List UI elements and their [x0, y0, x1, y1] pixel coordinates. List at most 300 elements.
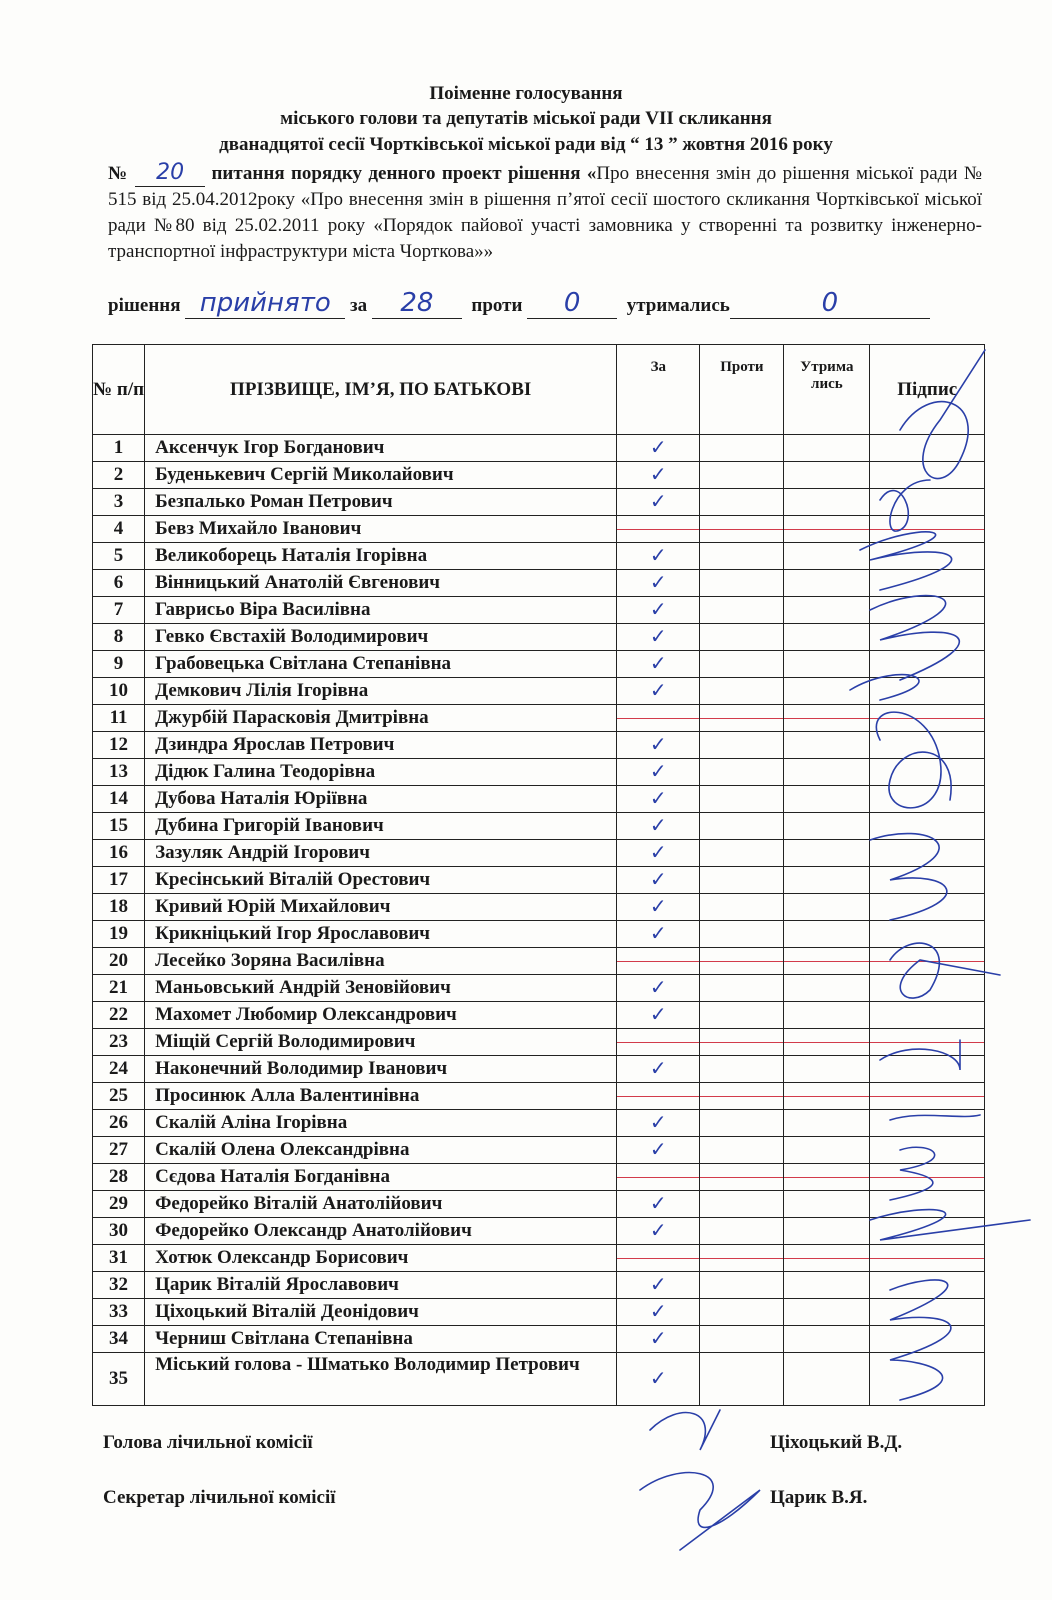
row-number: 17	[93, 867, 145, 894]
vote-against-cell	[700, 705, 784, 732]
table-row	[93, 1272, 985, 1299]
row-number: 21	[93, 975, 145, 1002]
absent-strike-line	[784, 1096, 869, 1097]
vote-for-cell	[617, 705, 700, 732]
vote-for-cell	[617, 1164, 700, 1191]
row-number: 19	[93, 921, 145, 948]
row-number: 12	[93, 732, 145, 759]
absent-strike-line	[617, 1096, 699, 1097]
row-number: 18	[93, 894, 145, 921]
row-number: 32	[93, 1272, 145, 1299]
checkmark-icon: ✓	[649, 839, 667, 864]
table-row	[93, 705, 985, 732]
vote-for-cell	[617, 543, 700, 570]
vote-for-cell	[617, 921, 700, 948]
row-name: Демкович Лілія Ігорівна	[145, 678, 617, 705]
table-row	[93, 840, 985, 867]
question-block	[108, 160, 982, 265]
checkmark-icon: ✓	[649, 1298, 667, 1323]
signature-cell	[870, 921, 985, 948]
secretary-name: Царик В.Я.	[770, 1487, 868, 1508]
vote-abstained-cell	[784, 975, 870, 1002]
vote-for-cell	[617, 1056, 700, 1083]
document-subtitle: міського голови та депутатів міської ради VII скликання	[280, 108, 772, 129]
checkmark-icon: ✓	[649, 1271, 667, 1296]
table-row	[93, 813, 985, 840]
header-for: За	[617, 345, 700, 435]
row-number: 23	[93, 1029, 145, 1056]
checkmark-icon: ✓	[649, 785, 667, 810]
table-row	[93, 462, 985, 489]
vote-for-cell	[617, 678, 700, 705]
document-title: Поіменне голосування	[429, 83, 623, 104]
absent-strike-line	[870, 529, 984, 530]
vote-abstained-cell	[784, 1083, 870, 1110]
row-name: Міщій Сергій Володимирович	[145, 1029, 617, 1056]
signature-cell	[870, 597, 985, 624]
row-name: Зазуляк Андрій Ігорович	[145, 840, 617, 867]
table-header-row	[93, 345, 985, 435]
checkmark-icon: ✓	[649, 974, 667, 999]
table-row	[93, 1137, 985, 1164]
signature-cell	[870, 975, 985, 1002]
vote-abstained-cell	[784, 1002, 870, 1029]
table-row	[93, 732, 985, 759]
checkmark-icon: ✓	[649, 434, 667, 459]
vote-abstained-cell	[784, 678, 870, 705]
signature-cell	[870, 651, 985, 678]
vote-for-cell	[617, 1299, 700, 1326]
row-number: 28	[93, 1164, 145, 1191]
absent-strike-line	[870, 961, 984, 962]
row-number: 15	[93, 813, 145, 840]
absent-strike-line	[870, 718, 984, 719]
table-row	[93, 597, 985, 624]
vote-for-cell	[617, 732, 700, 759]
vote-abstained-cell	[784, 651, 870, 678]
vote-against-cell	[700, 570, 784, 597]
signature-cell	[870, 489, 985, 516]
vote-for-cell	[617, 1110, 700, 1137]
signature-cell	[870, 624, 985, 651]
table-row	[93, 1191, 985, 1218]
absent-strike-line	[700, 961, 783, 962]
vote-for-cell	[617, 759, 700, 786]
absent-strike-line	[870, 1042, 984, 1043]
decision-line	[108, 288, 988, 319]
vote-abstained-cell	[784, 1029, 870, 1056]
signature-cell	[870, 705, 985, 732]
signature-cell	[870, 435, 985, 462]
vote-abstained-cell	[784, 489, 870, 516]
signature-cell	[870, 1110, 985, 1137]
row-name: Дубина Григорій Іванович	[145, 813, 617, 840]
absent-strike-line	[870, 1096, 984, 1097]
vote-against-cell	[700, 1299, 784, 1326]
row-name: Хотюк Олександр Борисович	[145, 1245, 617, 1272]
row-number: 16	[93, 840, 145, 867]
vote-for-cell	[617, 462, 700, 489]
row-name: Просинюк Алла Валентинівна	[145, 1083, 617, 1110]
absent-strike-line	[617, 1042, 699, 1043]
vote-abstained-cell	[784, 1191, 870, 1218]
row-name: Міський голова - Шматько Володимир Петрович	[145, 1353, 617, 1406]
row-number: 24	[93, 1056, 145, 1083]
question-label: питання порядку денного проект рішення «	[211, 163, 597, 184]
absent-strike-line	[784, 1177, 869, 1178]
table-row	[93, 624, 985, 651]
absent-strike-line	[700, 1177, 783, 1178]
vote-against-cell	[700, 435, 784, 462]
row-number: 30	[93, 1218, 145, 1245]
absent-strike-line	[700, 1258, 783, 1259]
vote-abstained-cell	[784, 948, 870, 975]
signature-cell	[870, 516, 985, 543]
vote-for-cell	[617, 948, 700, 975]
vote-abstained-cell	[784, 894, 870, 921]
vote-abstained-cell	[784, 543, 870, 570]
checkmark-icon: ✓	[649, 1109, 667, 1134]
row-number: 6	[93, 570, 145, 597]
vote-against-cell	[700, 894, 784, 921]
checkmark-icon: ✓	[649, 866, 667, 891]
absent-strike-line	[617, 718, 699, 719]
vote-abstained-cell	[784, 840, 870, 867]
checkmark-icon: ✓	[649, 1190, 667, 1215]
checkmark-icon: ✓	[649, 758, 667, 783]
checkmark-icon: ✓	[649, 893, 667, 918]
vote-against-cell	[700, 651, 784, 678]
vote-against-cell	[700, 1029, 784, 1056]
decision-result-handwritten: прийнято	[185, 288, 345, 319]
absent-strike-line	[870, 1177, 984, 1178]
row-name: Бевз Михайло Іванович	[145, 516, 617, 543]
vote-abstained-cell	[784, 435, 870, 462]
row-name: Безпалько Роман Петрович	[145, 489, 617, 516]
row-number: 26	[93, 1110, 145, 1137]
vote-abstained-cell	[784, 867, 870, 894]
absent-strike-line	[784, 718, 869, 719]
checkmark-icon: ✓	[649, 542, 667, 567]
vote-for-cell	[617, 867, 700, 894]
vote-against-cell	[700, 759, 784, 786]
vote-abstained-cell	[784, 1299, 870, 1326]
table-row	[93, 948, 985, 975]
row-number: 35	[93, 1353, 145, 1406]
row-number: 11	[93, 705, 145, 732]
vote-against-cell	[700, 732, 784, 759]
table-row	[93, 921, 985, 948]
against-label: проти	[471, 295, 523, 316]
signature-cell	[870, 786, 985, 813]
signature-cell	[870, 867, 985, 894]
table-row	[93, 1083, 985, 1110]
table-row	[93, 570, 985, 597]
checkmark-icon: ✓	[649, 623, 667, 648]
vote-abstained-cell	[784, 786, 870, 813]
row-number: 5	[93, 543, 145, 570]
vote-abstained-cell	[784, 1326, 870, 1353]
table-row	[93, 1245, 985, 1272]
row-name: Сєдова Наталія Богданівна	[145, 1164, 617, 1191]
row-number: 13	[93, 759, 145, 786]
signature-cell	[870, 1353, 985, 1406]
vote-abstained-cell	[784, 1110, 870, 1137]
vote-against-cell	[700, 624, 784, 651]
vote-abstained-cell	[784, 516, 870, 543]
row-name: Грабовецька Світлана Степанівна	[145, 651, 617, 678]
vote-against-cell	[700, 516, 784, 543]
signature-cell	[870, 1002, 985, 1029]
table-row	[93, 543, 985, 570]
vote-against-cell	[700, 921, 784, 948]
vote-against-cell	[700, 813, 784, 840]
vote-against-cell	[700, 1083, 784, 1110]
table-row	[93, 1326, 985, 1353]
row-number: 4	[93, 516, 145, 543]
signature-cell	[870, 813, 985, 840]
checkmark-icon: ✓	[649, 1217, 667, 1242]
signature-cell	[870, 948, 985, 975]
checkmark-icon: ✓	[649, 1325, 667, 1350]
row-name: Буденькевич Сергій Миколайович	[145, 462, 617, 489]
vote-abstained-cell	[784, 732, 870, 759]
table-row	[93, 1110, 985, 1137]
table-row	[93, 1029, 985, 1056]
absent-strike-line	[617, 529, 699, 530]
row-number: 33	[93, 1299, 145, 1326]
table-row	[93, 1002, 985, 1029]
header-against: Проти	[700, 345, 784, 435]
vote-against-cell	[700, 1272, 784, 1299]
absent-strike-line	[870, 1258, 984, 1259]
row-name: Скалій Аліна Ігорівна	[145, 1110, 617, 1137]
row-name: Маньовський Андрій Зеновійович	[145, 975, 617, 1002]
vote-abstained-cell	[784, 705, 870, 732]
row-name: Скалій Олена Олександрівна	[145, 1137, 617, 1164]
row-name: Лесейко Зоряна Василівна	[145, 948, 617, 975]
table-row	[93, 1164, 985, 1191]
secretary-label: Секретар лічильної комісії	[103, 1487, 336, 1508]
vote-for-cell	[617, 1353, 700, 1406]
checkmark-icon: ✓	[649, 569, 667, 594]
chair-label: Голова лічильної комісії	[103, 1432, 313, 1453]
row-name: Дідюк Галина Теодорівна	[145, 759, 617, 786]
table-row	[93, 1056, 985, 1083]
table-row	[93, 435, 985, 462]
table-body	[93, 435, 985, 1406]
vote-for-cell	[617, 624, 700, 651]
vote-against-cell	[700, 489, 784, 516]
signature-cell	[870, 543, 985, 570]
row-number: 29	[93, 1191, 145, 1218]
row-name: Царик Віталій Ярославович	[145, 1272, 617, 1299]
signature-cell	[870, 570, 985, 597]
vote-abstained-cell	[784, 570, 870, 597]
vote-against-cell	[700, 1353, 784, 1406]
vote-against-cell	[700, 678, 784, 705]
row-name: Ціхоцький Віталій Деонідович	[145, 1299, 617, 1326]
roll-call-table	[92, 344, 985, 1406]
vote-abstained-cell	[784, 759, 870, 786]
row-name: Гаврисьо Віра Василівна	[145, 597, 617, 624]
table-row	[93, 1299, 985, 1326]
absent-strike-line	[700, 529, 783, 530]
vote-against-cell	[700, 1326, 784, 1353]
row-number: 2	[93, 462, 145, 489]
table-row	[93, 1353, 985, 1406]
vote-against-cell	[700, 1110, 784, 1137]
question-text: Про внесення змін до рішення міської ради № 515 від 25.04.2012року «Про внесення змін в рішення п’ятої сесії шостого скликання Чортківської міської ради №80 від 25.02.2011 року «Порядок пайової участі замовника у створенні та розвитку інженерно-транспортної інфраструктури міста Чорткова»»	[108, 163, 983, 262]
checkmark-icon: ✓	[649, 461, 667, 486]
vote-for-cell	[617, 1272, 700, 1299]
vote-against-cell	[700, 867, 784, 894]
vote-for-cell	[617, 570, 700, 597]
vote-against-cell	[700, 1137, 784, 1164]
session-line: дванадцятої сесії Чортківської міської ради від “ 13 ” жовтня 2016 року	[219, 134, 833, 155]
vote-for-cell	[617, 975, 700, 1002]
signature-cell	[870, 840, 985, 867]
row-number: 20	[93, 948, 145, 975]
vote-against-cell	[700, 975, 784, 1002]
vote-against-cell	[700, 1218, 784, 1245]
signature-cell	[870, 1218, 985, 1245]
table-row	[93, 975, 985, 1002]
row-name: Аксенчук Ігор Богданович	[145, 435, 617, 462]
row-name: Дубова Наталія Юріївна	[145, 786, 617, 813]
vote-for-cell	[617, 489, 700, 516]
row-number: 25	[93, 1083, 145, 1110]
vote-against-cell	[700, 543, 784, 570]
vote-against-cell	[700, 786, 784, 813]
row-number: 9	[93, 651, 145, 678]
checkmark-icon: ✓	[649, 1001, 667, 1026]
absent-strike-line	[784, 1258, 869, 1259]
vote-against-cell	[700, 1191, 784, 1218]
row-name: Федорейко Віталій Анатолійович	[145, 1191, 617, 1218]
vote-abstained-cell	[784, 1245, 870, 1272]
vote-for-cell	[617, 1002, 700, 1029]
vote-for-cell	[617, 597, 700, 624]
row-number: 34	[93, 1326, 145, 1353]
signature-cell	[870, 1191, 985, 1218]
absent-strike-line	[617, 1177, 699, 1178]
row-name: Великоборець Наталія Ігорівна	[145, 543, 617, 570]
absent-strike-line	[617, 961, 699, 962]
vote-abstained-cell	[784, 1056, 870, 1083]
checkmark-icon: ✓	[649, 1055, 667, 1080]
row-number: 7	[93, 597, 145, 624]
signature-cell	[870, 1137, 985, 1164]
signature-cell	[870, 1083, 985, 1110]
vote-for-cell	[617, 1137, 700, 1164]
row-number: 3	[93, 489, 145, 516]
table-row	[93, 894, 985, 921]
absent-strike-line	[700, 1096, 783, 1097]
vote-for-cell	[617, 894, 700, 921]
vote-for-cell	[617, 1083, 700, 1110]
checkmark-icon: ✓	[649, 920, 667, 945]
header-abstained: Утрима лись	[784, 345, 870, 435]
signature-cell	[870, 1299, 985, 1326]
vote-for-cell	[617, 1218, 700, 1245]
vote-against-cell	[700, 948, 784, 975]
question-number-prefix: №	[108, 163, 129, 184]
vote-for-cell	[617, 651, 700, 678]
checkmark-icon: ✓	[649, 1365, 667, 1390]
row-name: Кресінський Віталій Орестович	[145, 867, 617, 894]
signature-cell	[870, 1245, 985, 1272]
row-name: Крикніцький Ігор Ярославович	[145, 921, 617, 948]
vote-abstained-cell	[784, 1272, 870, 1299]
vote-for-cell	[617, 1029, 700, 1056]
signature-cell	[870, 1272, 985, 1299]
row-number: 1	[93, 435, 145, 462]
row-name: Кривий Юрій Михайлович	[145, 894, 617, 921]
row-name: Вінницький Анатолій Євгенович	[145, 570, 617, 597]
table-row	[93, 786, 985, 813]
vote-for-cell	[617, 1326, 700, 1353]
absent-strike-line	[784, 1042, 869, 1043]
abstained-count-handwritten: 0	[730, 288, 930, 319]
header-num: № п/п	[93, 345, 145, 435]
for-count-handwritten: 28	[372, 288, 462, 319]
row-name: Джурбій Парасковія Дмитрівна	[145, 705, 617, 732]
row-name: Наконечний Володимир Іванович	[145, 1056, 617, 1083]
table-row	[93, 651, 985, 678]
checkmark-icon: ✓	[649, 596, 667, 621]
checkmark-icon: ✓	[649, 677, 667, 702]
abstained-label: утримались	[626, 295, 730, 316]
vote-abstained-cell	[784, 597, 870, 624]
vote-for-cell	[617, 1191, 700, 1218]
row-number: 8	[93, 624, 145, 651]
signature-cell	[870, 1326, 985, 1353]
row-name: Дзиндра Ярослав Петрович	[145, 732, 617, 759]
vote-abstained-cell	[784, 813, 870, 840]
table-row	[93, 1218, 985, 1245]
checkmark-icon: ✓	[649, 488, 667, 513]
row-name: Федорейко Олександр Анатолійович	[145, 1218, 617, 1245]
vote-for-cell	[617, 813, 700, 840]
absent-strike-line	[784, 529, 869, 530]
signature-cell	[870, 462, 985, 489]
row-number: 27	[93, 1137, 145, 1164]
checkmark-icon: ✓	[649, 812, 667, 837]
vote-abstained-cell	[784, 1164, 870, 1191]
signature-cell	[870, 1029, 985, 1056]
for-label: за	[350, 295, 368, 316]
vote-against-cell	[700, 462, 784, 489]
absent-strike-line	[784, 961, 869, 962]
signature-cell	[870, 732, 985, 759]
vote-for-cell	[617, 840, 700, 867]
vote-for-cell	[617, 1245, 700, 1272]
signature-cell	[870, 759, 985, 786]
signature-cell	[870, 678, 985, 705]
vote-against-cell	[700, 840, 784, 867]
absent-strike-line	[700, 1042, 783, 1043]
vote-against-cell	[700, 1002, 784, 1029]
vote-abstained-cell	[784, 1137, 870, 1164]
checkmark-icon: ✓	[649, 1136, 667, 1161]
table-row	[93, 867, 985, 894]
signature-cell	[870, 1056, 985, 1083]
decision-label: рішення	[108, 295, 181, 316]
vote-against-cell	[700, 1245, 784, 1272]
row-number: 10	[93, 678, 145, 705]
header-name: ПРІЗВИЩЕ, ІМ’Я, ПО БАТЬКОВІ	[145, 345, 617, 435]
